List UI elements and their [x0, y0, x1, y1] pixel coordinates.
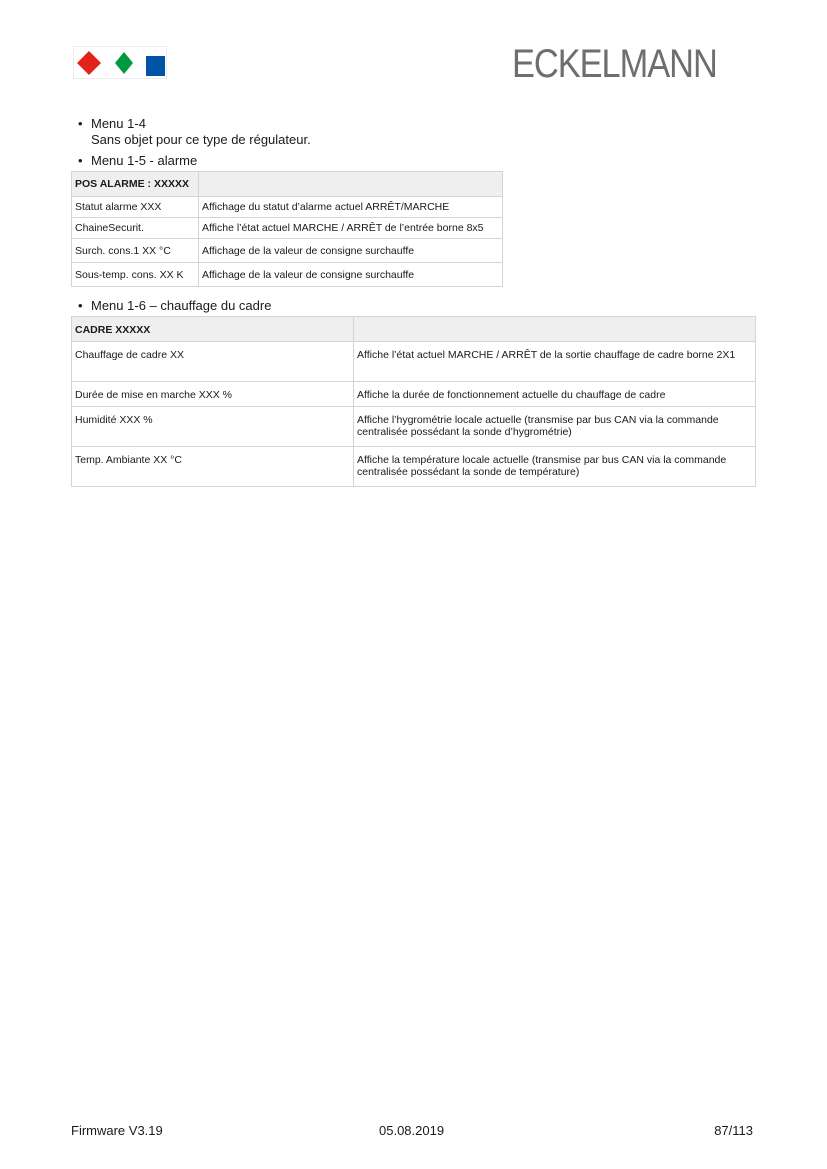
table-cell-label: Humidité XXX %	[72, 407, 354, 447]
logo-blue-square	[146, 56, 165, 76]
table-cell-label: Durée de mise en marche XXX %	[72, 382, 354, 407]
table-header-cell	[354, 317, 756, 342]
table-header-cell: CADRE XXXXX	[72, 317, 354, 342]
table-cell-label: ChaineSecurit.	[72, 218, 199, 239]
table-cell-description: Affichage du statut d’alarme actuel ARRÊT/MARCHE	[199, 197, 503, 218]
table-header-row	[72, 317, 756, 342]
table-row	[72, 447, 756, 487]
table-header-cell: POS ALARME : XXXXX	[72, 172, 199, 197]
table-cell-description: Affiche l’état actuel MARCHE / ARRÊT de l’entrée borne 8x5	[199, 218, 503, 239]
table-cell-description: Affiche l’état actuel MARCHE / ARRÊT de la sortie chauffage de cadre borne 2X1	[354, 342, 756, 382]
logo-red-diamond	[77, 51, 101, 75]
table-cell-description: Affiche l’hygrométrie locale actuelle (transmise par bus CAN via la commande centralisée possédant la sonde d’hygrométrie)	[354, 407, 756, 447]
alarm-table	[71, 171, 503, 287]
table-header-row	[72, 172, 503, 197]
frame-heating-table	[71, 316, 756, 487]
table-row	[72, 263, 503, 287]
brand-wordmark: ECKELMANN	[512, 42, 717, 86]
table-cell-description: Affichage de la valeur de consigne surchauffe	[199, 263, 503, 287]
table-cell-description: Affiche la durée de fonctionnement actuelle du chauffage de cadre	[354, 382, 756, 407]
table-row	[72, 382, 756, 407]
menu-1-4-text: Sans objet pour ce type de régulateur.	[91, 132, 311, 147]
table-cell-label: Temp. Ambiante XX °C	[72, 447, 354, 487]
table-cell-label: Sous-temp. cons. XX K	[72, 263, 199, 287]
table-cell-label: Surch. cons.1 XX °C	[72, 239, 199, 263]
menu-1-4-heading: • Menu 1-4	[78, 116, 146, 131]
table-row	[72, 407, 756, 447]
footer-page-number: 87/113	[714, 1123, 753, 1138]
menu-1-5-heading: • Menu 1-5 - alarme	[78, 153, 198, 168]
table-cell-label: Statut alarme XXX	[72, 197, 199, 218]
footer-date: 05.08.2019	[379, 1123, 445, 1138]
table-row	[72, 342, 756, 382]
table-row	[72, 197, 503, 218]
footer-firmware: Firmware V3.19	[71, 1123, 163, 1138]
table-header-cell	[199, 172, 503, 197]
table-row	[72, 239, 503, 263]
menu-1-6-heading: • Menu 1-6 – chauffage du cadre	[78, 298, 272, 313]
eckelmann-logo	[73, 46, 167, 79]
table-cell-description: Affiche la température locale actuelle (transmise par bus CAN via la commande centralisée possédant la sonde de température)	[354, 447, 756, 487]
logo-green-diamond	[115, 52, 133, 74]
table-row	[72, 218, 503, 239]
table-cell-description: Affichage de la valeur de consigne surchauffe	[199, 239, 503, 263]
table-cell-label: Chauffage de cadre XX	[72, 342, 354, 382]
